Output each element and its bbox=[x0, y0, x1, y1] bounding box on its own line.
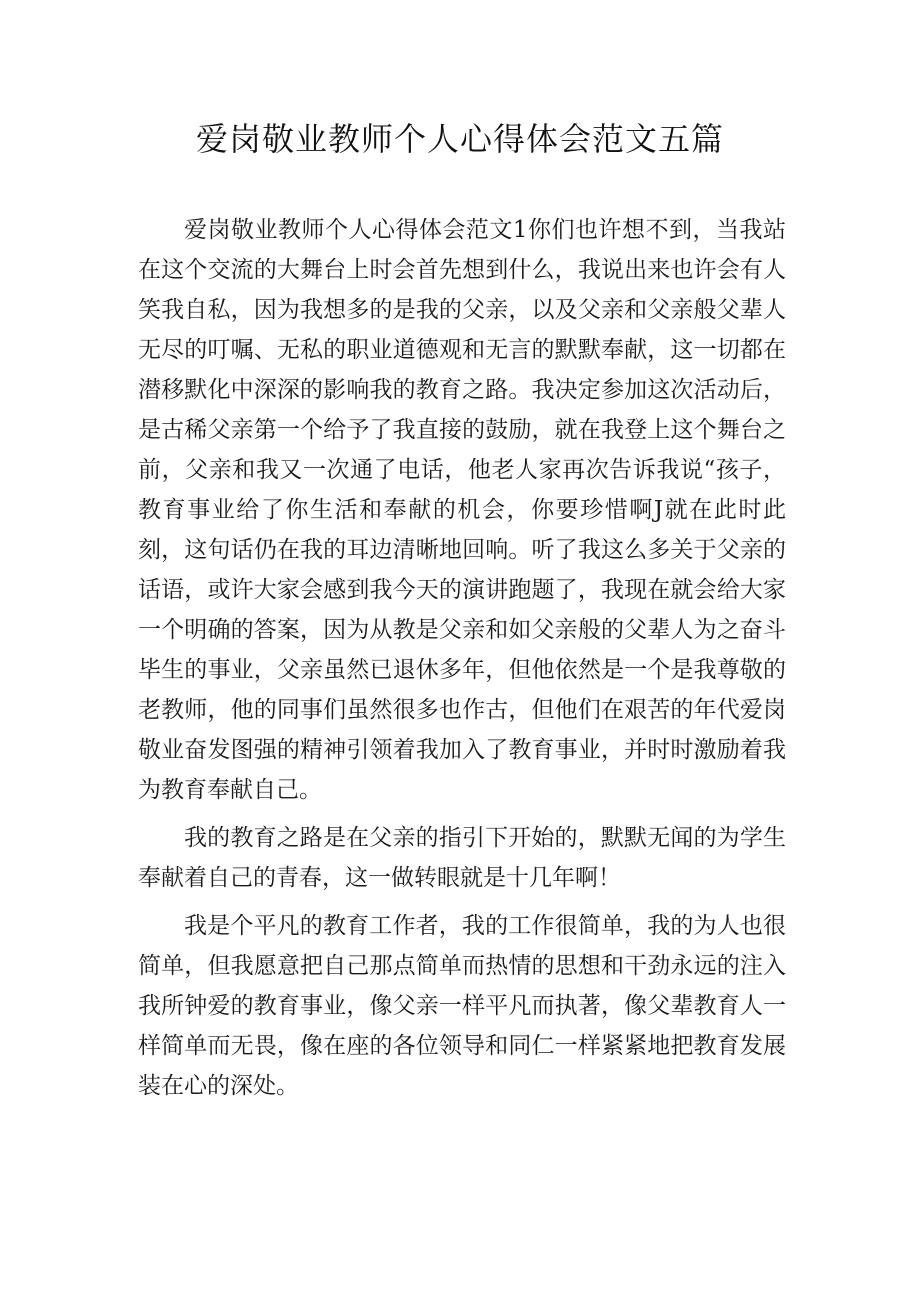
document-body bbox=[138, 210, 786, 1114]
document-title: 爱岗敬业教师个人心得体会范文五篇 bbox=[195, 120, 724, 158]
paragraph-1: 爱岗敬业教师个人心得体会范文1你们也许想不到，当我站在这个交流的大舞台上时会首先想到什么，我说出来也许会有人笑我自私，因为我想多的是我的父亲，以及父亲和父亲般父辈人无尽的叮嘱、无私的职业道德观和无言的默默奉献，这一切都在潜移默化中深深的影响我的教育之路。我决定参加这次活动后，是古稀父亲第一个给予了我直接的鼓励，就在我登上这个舞台之前，父亲和我又一次通了电话，他老人家再次告诉我说“孩子，教育事业给了你生活和奉献的机会，你要珍惜啊J就在此时此刻，这句话仍在我的耳边清晰地回响。听了我这么多关于父亲的话语，或许大家会感到我今天的演讲跑题了，我现在就会给大家一个明确的答案，因为从教是父亲和如父亲般的父辈人为之奋斗毕生的事业，父亲虽然已退休多年，但他依然是一个是我尊敬的老教师，他的同事们虽然很多也作古，但他们在艰苦的年代爱岗敬业奋发图强的精神引领着我加入了教育事业，并时时激励着我为教育奉献自己。 bbox=[138, 217, 786, 803]
paragraph-2: 我的教育之路是在父亲的指引下开始的，默默无闻的为学生奉献着自己的青春，这一做转眼就是十几年啊！ bbox=[138, 825, 786, 891]
paragraph-3: 我是个平凡的教育工作者，我的工作很简单，我的为人也很简单，但我愿意把自己那点简单而热情的思想和干劲永远的注入我所钟爱的教育事业，像父亲一样平凡而执著，像父辈教育人一样简单而无畏，像在座的各位领导和同仁一样紧紧地把教育发展装在心的深处。 bbox=[138, 913, 786, 1099]
